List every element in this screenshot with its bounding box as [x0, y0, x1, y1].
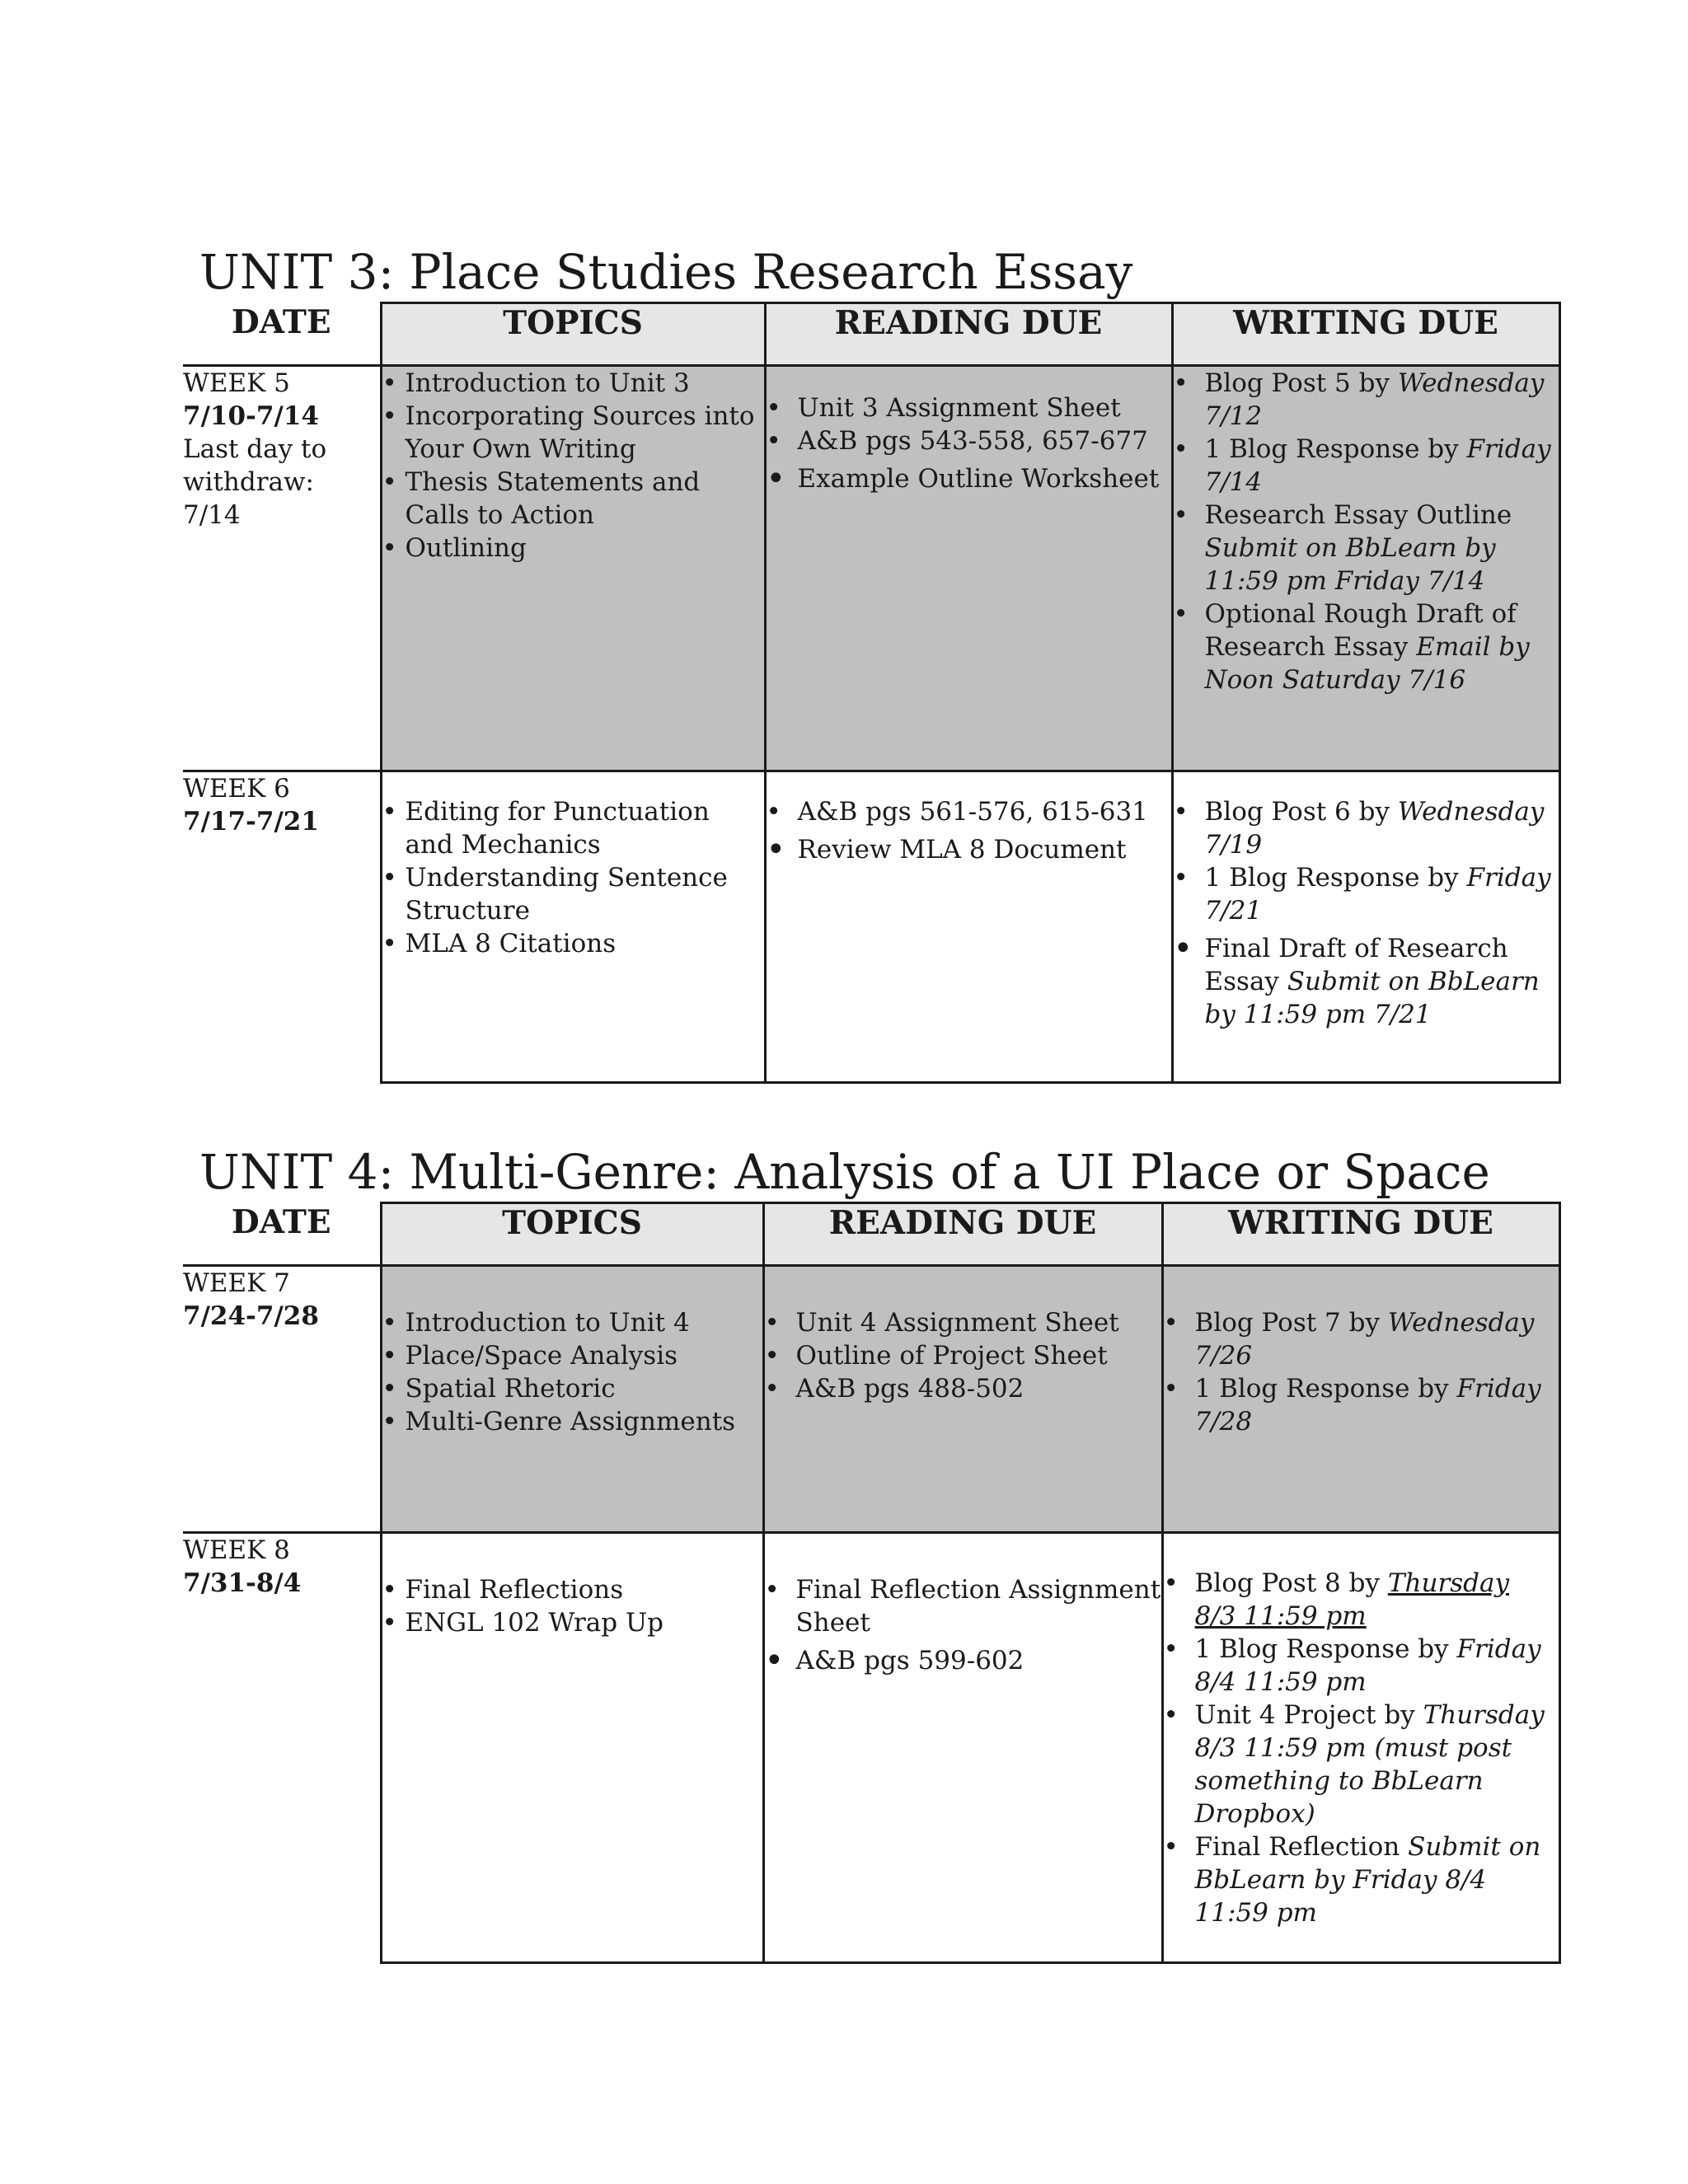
topics-list: [382, 367, 764, 565]
list-item: • A&B pgs 599-602: [765, 1644, 1161, 1677]
list-item: • Editing for Punctuation and Mechanics: [382, 795, 764, 861]
topics-list: [382, 1573, 762, 1639]
item-text: Blog Post 8 by: [1194, 1568, 1388, 1598]
list-item: • Incorporating Sources into Your Own Writing: [382, 400, 764, 466]
week8-topics-cell: [381, 1533, 763, 1963]
unit4-section: [183, 1146, 1559, 1964]
week5-date-cell: [183, 366, 381, 771]
week6-date-cell: [183, 771, 381, 1083]
list-item: [1174, 795, 1559, 861]
reading-list: [765, 1573, 1161, 1677]
list-item: • Review MLA 8 Document: [767, 833, 1171, 866]
item-text: Optional Rough Draft of Research Essay: [1204, 599, 1517, 662]
unit4-schedule-table: [183, 1202, 1561, 1964]
week-label: WEEK 7: [183, 1268, 290, 1298]
unit4-header-row: [183, 1203, 1559, 1266]
header-reading-due: READING DUE: [765, 303, 1172, 366]
week6-writing-cell: [1172, 771, 1559, 1083]
withdraw-note-line2: withdraw:: [183, 467, 314, 497]
item-due: Friday 7/14: [1204, 434, 1551, 497]
week6-topics-cell: [381, 771, 765, 1083]
week-label: WEEK 6: [183, 774, 290, 804]
item-due: Thursday 8/3 11:59 pm (must post something to BbLearn Dropbox): [1194, 1700, 1545, 1829]
item-text: Final Draft of Research Essay: [1204, 934, 1508, 996]
week8-reading-cell: [763, 1533, 1162, 1963]
week8-row: [183, 1533, 1559, 1963]
item-due: Email by Noon Saturday 7/16: [1204, 632, 1530, 695]
list-item: [1174, 932, 1559, 1031]
unit3-title: UNIT 3: Place Studies Research Essay: [199, 244, 1133, 300]
list-item: [1174, 433, 1559, 499]
withdraw-note-line3: 7/14: [183, 500, 241, 530]
list-item: [1174, 861, 1559, 927]
item-due: Submit on BbLearn by 11:59 pm Friday 7/14: [1204, 533, 1496, 596]
week-label: WEEK 8: [183, 1535, 290, 1565]
list-item: • Thesis Statements and Calls to Action: [382, 466, 764, 532]
item-text: 1 Blog Response by: [1204, 863, 1467, 893]
item-text: Research Essay Outline: [1204, 500, 1512, 530]
header-writing-due: WRITING DUE: [1162, 1203, 1559, 1266]
week5-reading-cell: [765, 366, 1172, 771]
list-item: • Introduction to Unit 3: [382, 367, 764, 400]
item-due: Friday 7/28: [1194, 1374, 1541, 1436]
header-topics: TOPICS: [381, 303, 765, 366]
item-text: 1 Blog Response by: [1194, 1634, 1457, 1664]
list-item: [1164, 1699, 1559, 1830]
writing-list: [1164, 1567, 1559, 1929]
list-item: • ENGL 102 Wrap Up: [382, 1606, 762, 1639]
list-item: • Introduction to Unit 4: [382, 1306, 762, 1339]
week-dates: 7/31-8/4: [183, 1568, 302, 1598]
week7-topics-cell: [381, 1266, 763, 1533]
item-due: Wednesday 7/19: [1204, 797, 1545, 860]
list-item: • Example Outline Worksheet: [767, 462, 1171, 495]
list-item: [1164, 1633, 1559, 1699]
list-item: • Unit 4 Assignment Sheet: [765, 1306, 1161, 1339]
unit3-section: [183, 246, 1559, 1084]
unit3-schedule-table: [183, 302, 1561, 1084]
header-date: DATE: [183, 303, 381, 366]
list-item: [1164, 1567, 1559, 1633]
item-due: Thursday 8/3 11:59 pm: [1194, 1568, 1510, 1631]
list-item: • Multi-Genre Assignments: [382, 1405, 762, 1438]
week8-writing-cell: [1162, 1533, 1559, 1963]
week7-writing-cell: [1162, 1266, 1559, 1533]
list-item: • Understanding Sentence Structure: [382, 861, 764, 927]
item-text: 1 Blog Response by: [1194, 1374, 1457, 1404]
list-item: [1174, 367, 1559, 433]
reading-list: [767, 391, 1171, 495]
item-due: Friday 7/21: [1204, 863, 1551, 926]
unit3-header-row: [183, 303, 1559, 366]
week-dates: 7/10-7/14: [183, 401, 319, 431]
topics-list: [382, 795, 764, 960]
unit4-title: UNIT 4: Multi-Genre: Analysis of a UI Place or Space: [199, 1144, 1490, 1200]
withdraw-note-line1: Last day to: [183, 434, 327, 464]
week-label: WEEK 5: [183, 368, 290, 398]
list-item: [1164, 1372, 1559, 1438]
list-item: • MLA 8 Citations: [382, 927, 764, 960]
week5-row: [183, 366, 1559, 771]
item-text: Blog Post 6 by: [1204, 797, 1398, 827]
week-dates: 7/17-7/21: [183, 807, 319, 837]
list-item: • A&B pgs 488-502: [765, 1372, 1161, 1405]
list-item: [1174, 499, 1559, 598]
writing-list: [1164, 1306, 1559, 1438]
week7-row: [183, 1266, 1559, 1533]
item-text: Unit 4 Project by: [1194, 1700, 1423, 1730]
header-reading-due: READING DUE: [763, 1203, 1162, 1266]
item-due: Submit on BbLearn by Friday 8/4 11:59 pm: [1194, 1832, 1541, 1928]
week7-date-cell: [183, 1266, 381, 1533]
writing-list: [1174, 367, 1559, 696]
item-due: Friday 8/4 11:59 pm: [1194, 1634, 1541, 1697]
header-writing-due: WRITING DUE: [1172, 303, 1559, 366]
list-item: • Place/Space Analysis: [382, 1339, 762, 1372]
list-item: [1164, 1830, 1559, 1929]
list-item: • Outlining: [382, 532, 764, 565]
item-text: Blog Post 5 by: [1204, 368, 1398, 398]
item-due: Wednesday 7/26: [1194, 1308, 1535, 1371]
writing-list: [1174, 795, 1559, 1031]
item-text: Blog Post 7 by: [1194, 1308, 1388, 1338]
list-item: • Final Reflection Assignment Sheet: [765, 1573, 1161, 1639]
header-date: DATE: [183, 1203, 381, 1266]
list-item: [1174, 598, 1559, 696]
week-dates: 7/24-7/28: [183, 1301, 319, 1331]
topics-list: [382, 1306, 762, 1438]
week6-row: [183, 771, 1559, 1083]
reading-list: [765, 1306, 1161, 1405]
week6-reading-cell: [765, 771, 1172, 1083]
list-item: • Unit 3 Assignment Sheet: [767, 391, 1171, 424]
week7-reading-cell: [763, 1266, 1162, 1533]
item-text: Final Reflection: [1194, 1832, 1409, 1862]
list-item: • A&B pgs 561-576, 615-631: [767, 795, 1171, 828]
item-text: 1 Blog Response by: [1204, 434, 1467, 464]
reading-list: [767, 795, 1171, 866]
item-due: Submit on BbLearn by 11:59 pm 7/21: [1204, 967, 1540, 1029]
week8-date-cell: [183, 1533, 381, 1963]
week5-topics-cell: [381, 366, 765, 771]
item-due: Wednesday 7/12: [1204, 368, 1545, 431]
list-item: • Final Reflections: [382, 1573, 762, 1606]
header-topics: TOPICS: [381, 1203, 763, 1266]
week5-writing-cell: [1172, 366, 1559, 771]
list-item: • Outline of Project Sheet: [765, 1339, 1161, 1372]
list-item: [1164, 1306, 1559, 1372]
list-item: • A&B pgs 543-558, 657-677: [767, 424, 1171, 457]
list-item: • Spatial Rhetoric: [382, 1372, 762, 1405]
